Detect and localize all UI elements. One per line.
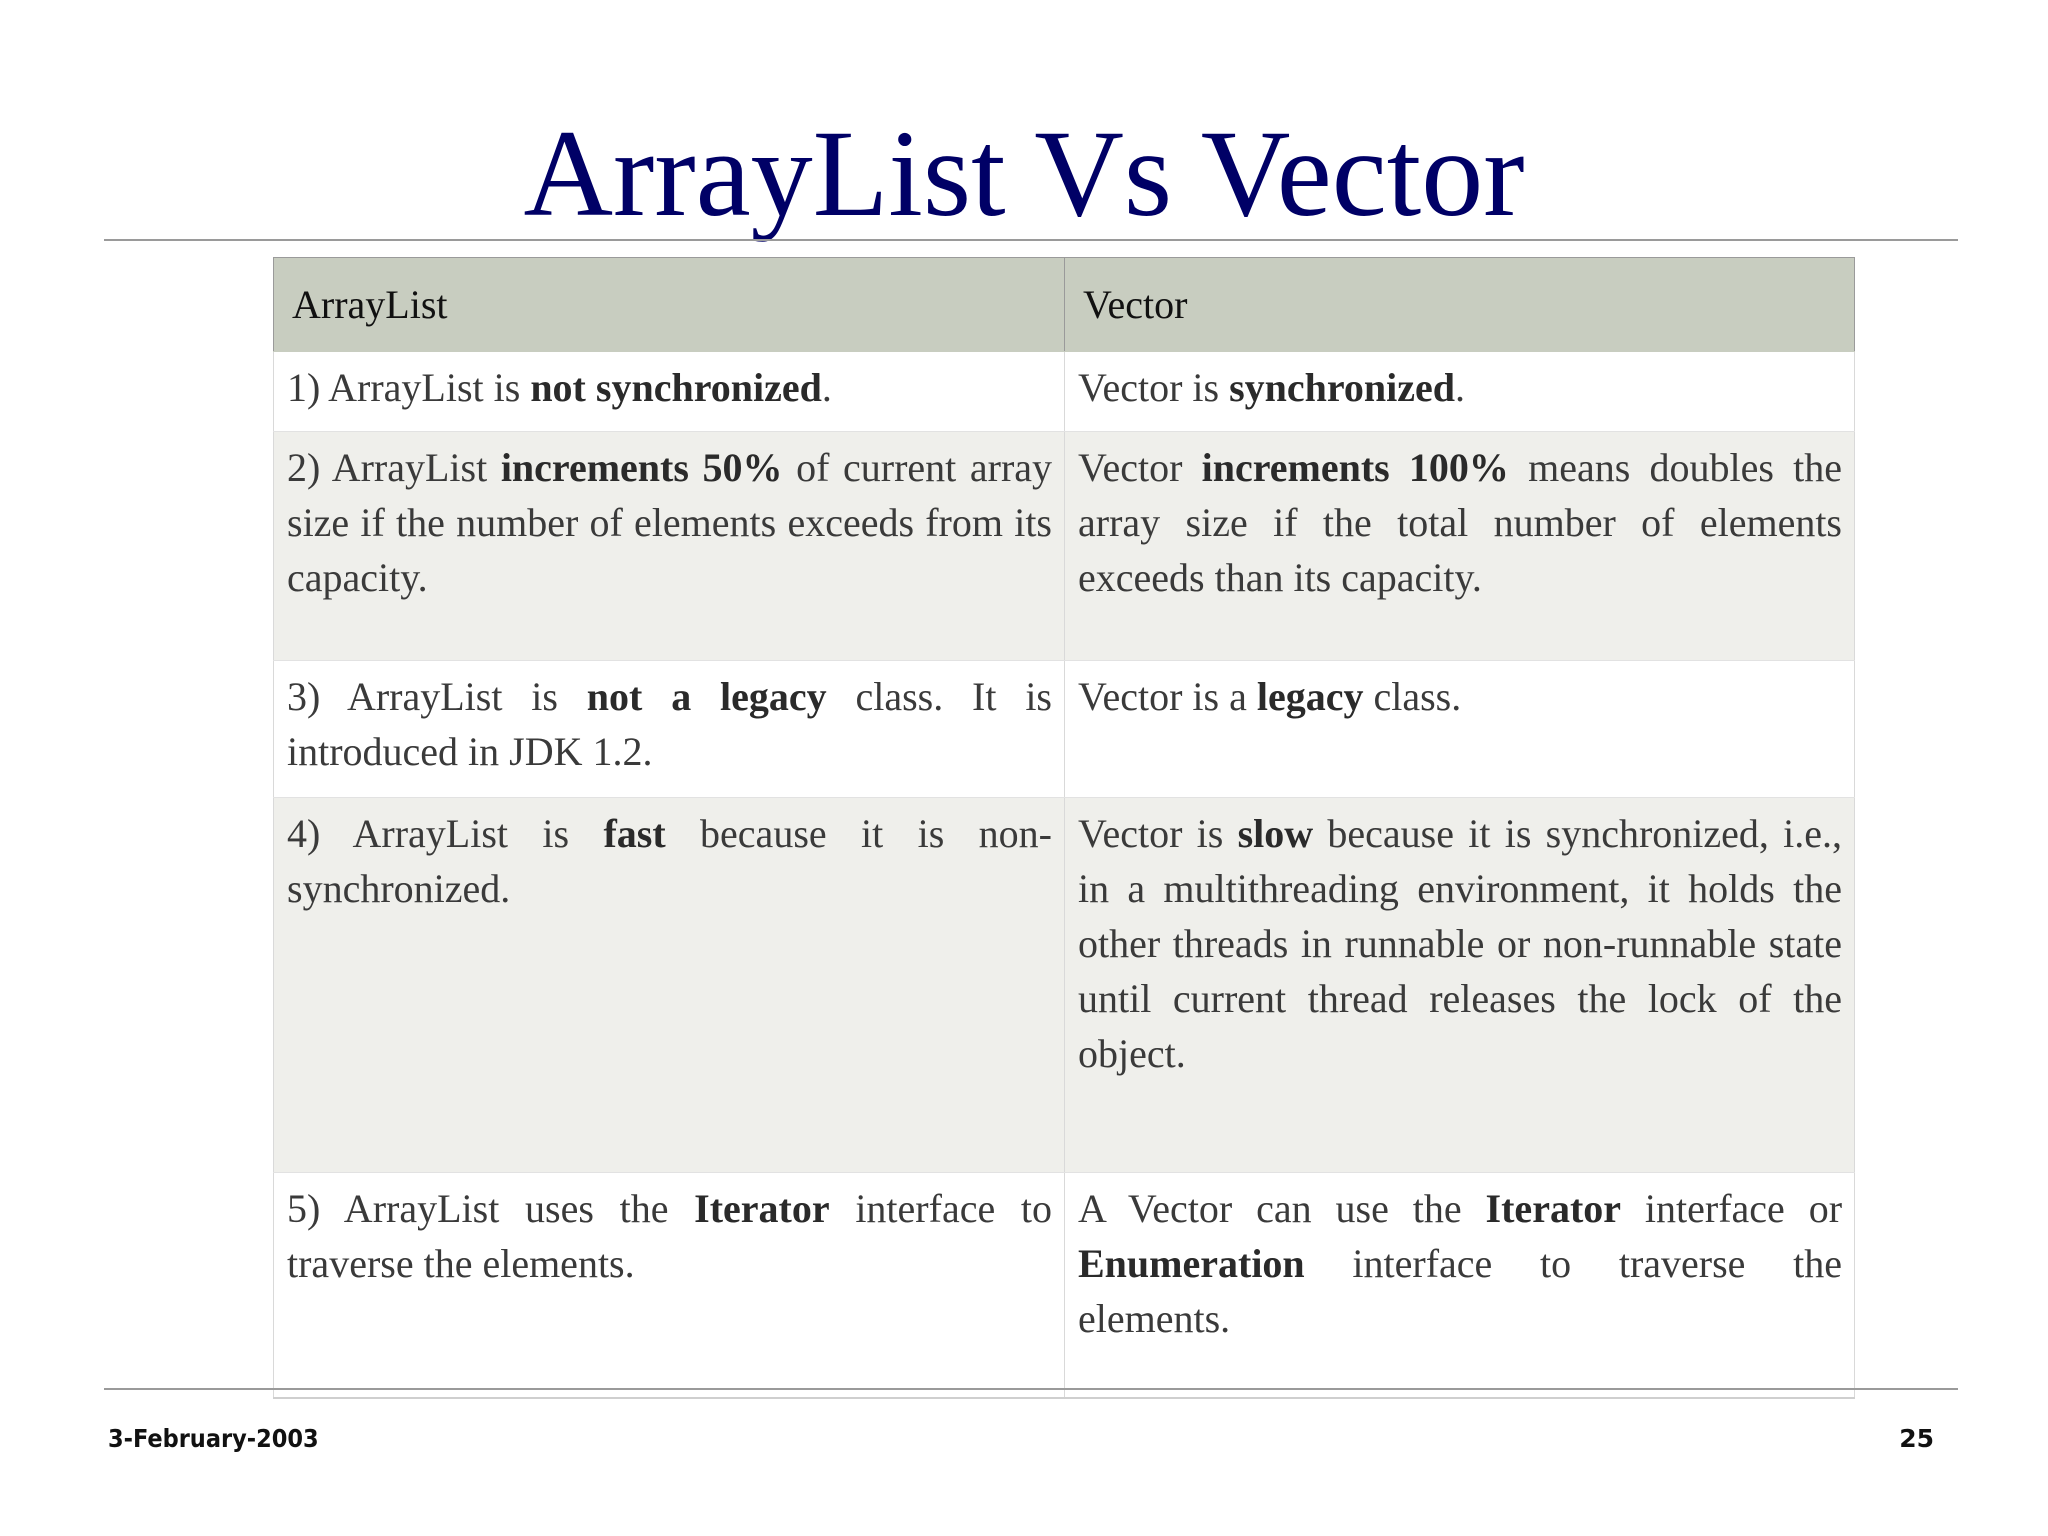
- table-header-row: [274, 258, 1855, 352]
- vector-cell: Vector increments 100% means doubles the array size if the total number of elements exceeds than its capacity.: [1065, 432, 1855, 661]
- emphasis-text: fast: [603, 811, 666, 856]
- emphasis-text: not a legacy: [586, 674, 827, 719]
- emphasis-text: not synchronized: [530, 365, 822, 410]
- page-number: 25: [1899, 1424, 1934, 1453]
- vector-cell: A Vector can use the Iterator interface or Enumeration interface to traverse the elements.: [1065, 1173, 1855, 1398]
- arraylist-cell: 5) ArrayList uses the Iterator interface to traverse the elements.: [274, 1173, 1065, 1398]
- vector-cell: Vector is a legacy class.: [1065, 661, 1855, 798]
- emphasis-text: Iterator: [694, 1186, 830, 1231]
- emphasis-text: Enumeration: [1078, 1241, 1305, 1286]
- emphasis-text: increments 50%: [500, 445, 783, 490]
- emphasis-text: increments 100%: [1201, 445, 1509, 490]
- table-row: [274, 798, 1855, 1173]
- arraylist-cell: 2) ArrayList increments 50% of current array size if the number of elements exceeds from its capacity.: [274, 432, 1065, 661]
- emphasis-text: Iterator: [1485, 1186, 1622, 1231]
- vector-cell: Vector is slow because it is synchronized, i.e., in a multithreading environment, it holds the other threads in runnable or non-runnable state until current thread releases the lock of the object.: [1065, 798, 1855, 1173]
- header-vector: Vector: [1065, 258, 1855, 352]
- footer-date: 3-February-2003: [108, 1424, 319, 1453]
- emphasis-text: legacy: [1256, 674, 1364, 719]
- title-divider: [104, 239, 1958, 241]
- table-row: [274, 432, 1855, 661]
- footer-divider: [104, 1388, 1958, 1390]
- arraylist-cell: 4) ArrayList is fast because it is non-synchronized.: [274, 798, 1065, 1173]
- arraylist-cell: 3) ArrayList is not a legacy class. It is introduced in JDK 1.2.: [274, 661, 1065, 798]
- comparison-table: [273, 257, 1855, 1399]
- vector-cell: Vector is synchronized.: [1065, 352, 1855, 432]
- emphasis-text: synchronized: [1229, 365, 1456, 410]
- emphasis-text: slow: [1237, 811, 1314, 856]
- slide-title: ArrayList Vs Vector: [523, 105, 1525, 242]
- table-row: [274, 661, 1855, 798]
- header-arraylist: ArrayList: [274, 258, 1065, 352]
- table-row: [274, 1173, 1855, 1398]
- table-row: [274, 352, 1855, 432]
- arraylist-cell: 1) ArrayList is not synchronized.: [274, 352, 1065, 432]
